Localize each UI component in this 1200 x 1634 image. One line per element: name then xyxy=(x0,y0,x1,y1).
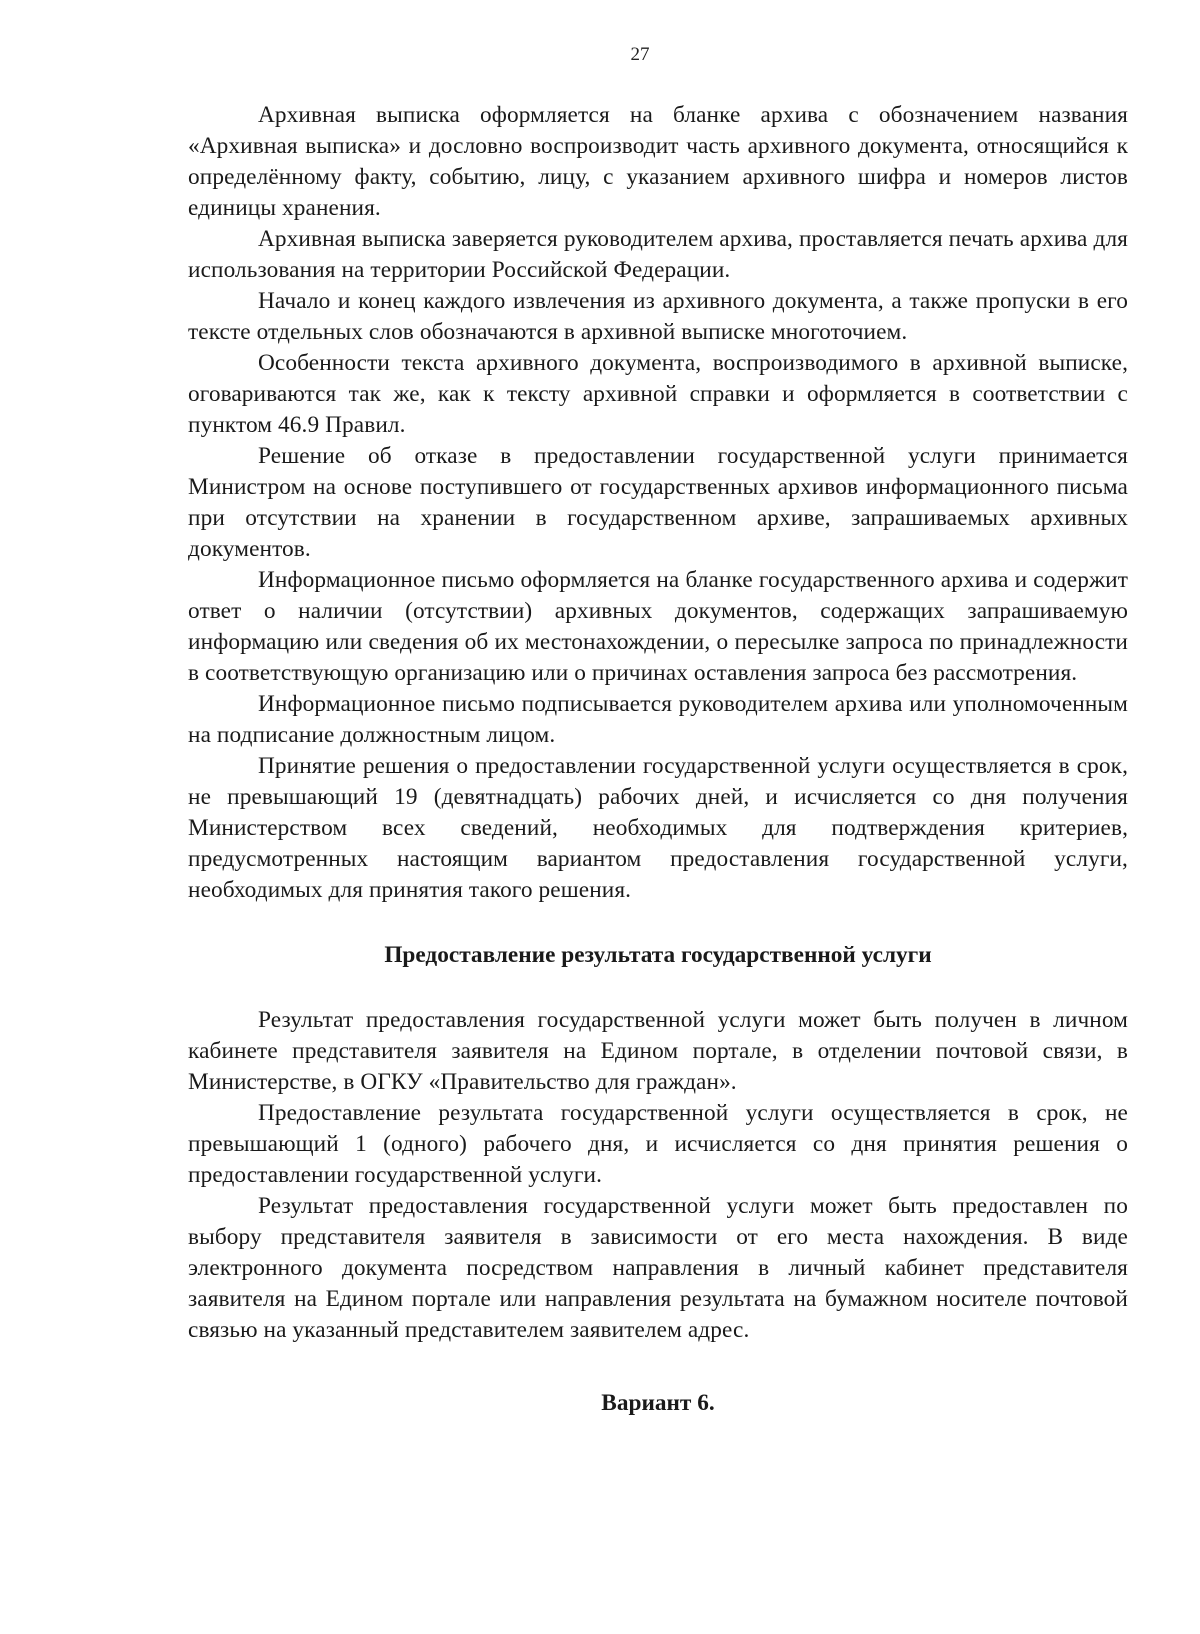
paragraph-archive-extract-format: Архивная выписка оформляется на бланке архива с обозначением названия «Архивная выписка» и дословно воспроизводит часть архивного документа, относящийся к определённому факту, событию, лицу, с указанием архивного шифра и номеров листов единицы хранения. xyxy=(188,102,1128,221)
paragraph-refusal-decision: Решение об отказе в предоставлении государственной услуги принимается Министром на основе поступившего от государственных архивов информационного письма при отсутствии на хранении в государственном архиве, запрашиваемых архивных документов. xyxy=(188,443,1128,562)
paragraph-information-letter: Информационное письмо оформляется на бланке государственного архива и содержит ответ о наличии (отсутствии) архивных документов, содержащих запрашиваемую информацию или сведения об их местонахождении, о пересылке запроса по принадлежности в соответствующую организацию или о причинах оставления запроса без рассмотрения. xyxy=(188,567,1128,686)
section-heading-result: Предоставление результата государственной услуги xyxy=(384,942,932,968)
page-number: 27 xyxy=(630,44,650,65)
paragraph-decision-deadline: Принятие решения о предоставлении государственной услуги осуществляется в срок, не превышающий 19 (девятнадцать) рабочих дней, и исчисляется со дня получения Министерством всех сведений, необходимых для подтверждения критериев, предусмотренных настоящим вариантом предоставления государственной услуги, необходимых для принятия такого решения. xyxy=(188,753,1128,903)
section-heading-variant: Вариант 6. xyxy=(601,1390,715,1416)
paragraph-result-receipt: Результат предоставления государственной услуги может быть получен в личном кабинете представителя заявителя на Едином портале, в отделении почтовой связи, в Министерстве, в ОГКУ «Правительство для граждан». xyxy=(188,1007,1128,1095)
paragraph-archive-extract-certification: Архивная выписка заверяется руководителем архива, проставляется печать архива для использования на территории Российской Федерации. xyxy=(188,226,1128,283)
paragraph-result-delivery: Результат предоставления государственной услуги может быть предоставлен по выбору представителя заявителя в зависимости от его места нахождения. В виде электронного документа посредством направления в личный кабинет представителя заявителя на Едином портале или направления результата на бумажном носителе почтовой связью на указанный представителем заявителем адрес. xyxy=(188,1193,1128,1343)
paragraph-extract-ellipsis: Начало и конец каждого извлечения из архивного документа, а также пропуски в его тексте отдельных слов обозначаются в архивной выписке многоточием. xyxy=(188,288,1128,345)
document-body xyxy=(188,100,1128,1419)
paragraph-letter-signing: Информационное письмо подписывается руководителем архива или уполномоченным на подписание должностным лицом. xyxy=(188,691,1128,748)
paragraph-result-deadline: Предоставление результата государственной услуги осуществляется в срок, не превышающий 1 (одного) рабочего дня, и исчисляется со дня принятия решения о предоставлении государственной услуги. xyxy=(188,1100,1128,1188)
paragraph-text-features: Особенности текста архивного документа, воспроизводимого в архивной выписке, оговариваются так же, как к тексту архивной справки и оформляется в соответствии с пунктом 46.9 Правил. xyxy=(188,350,1128,438)
